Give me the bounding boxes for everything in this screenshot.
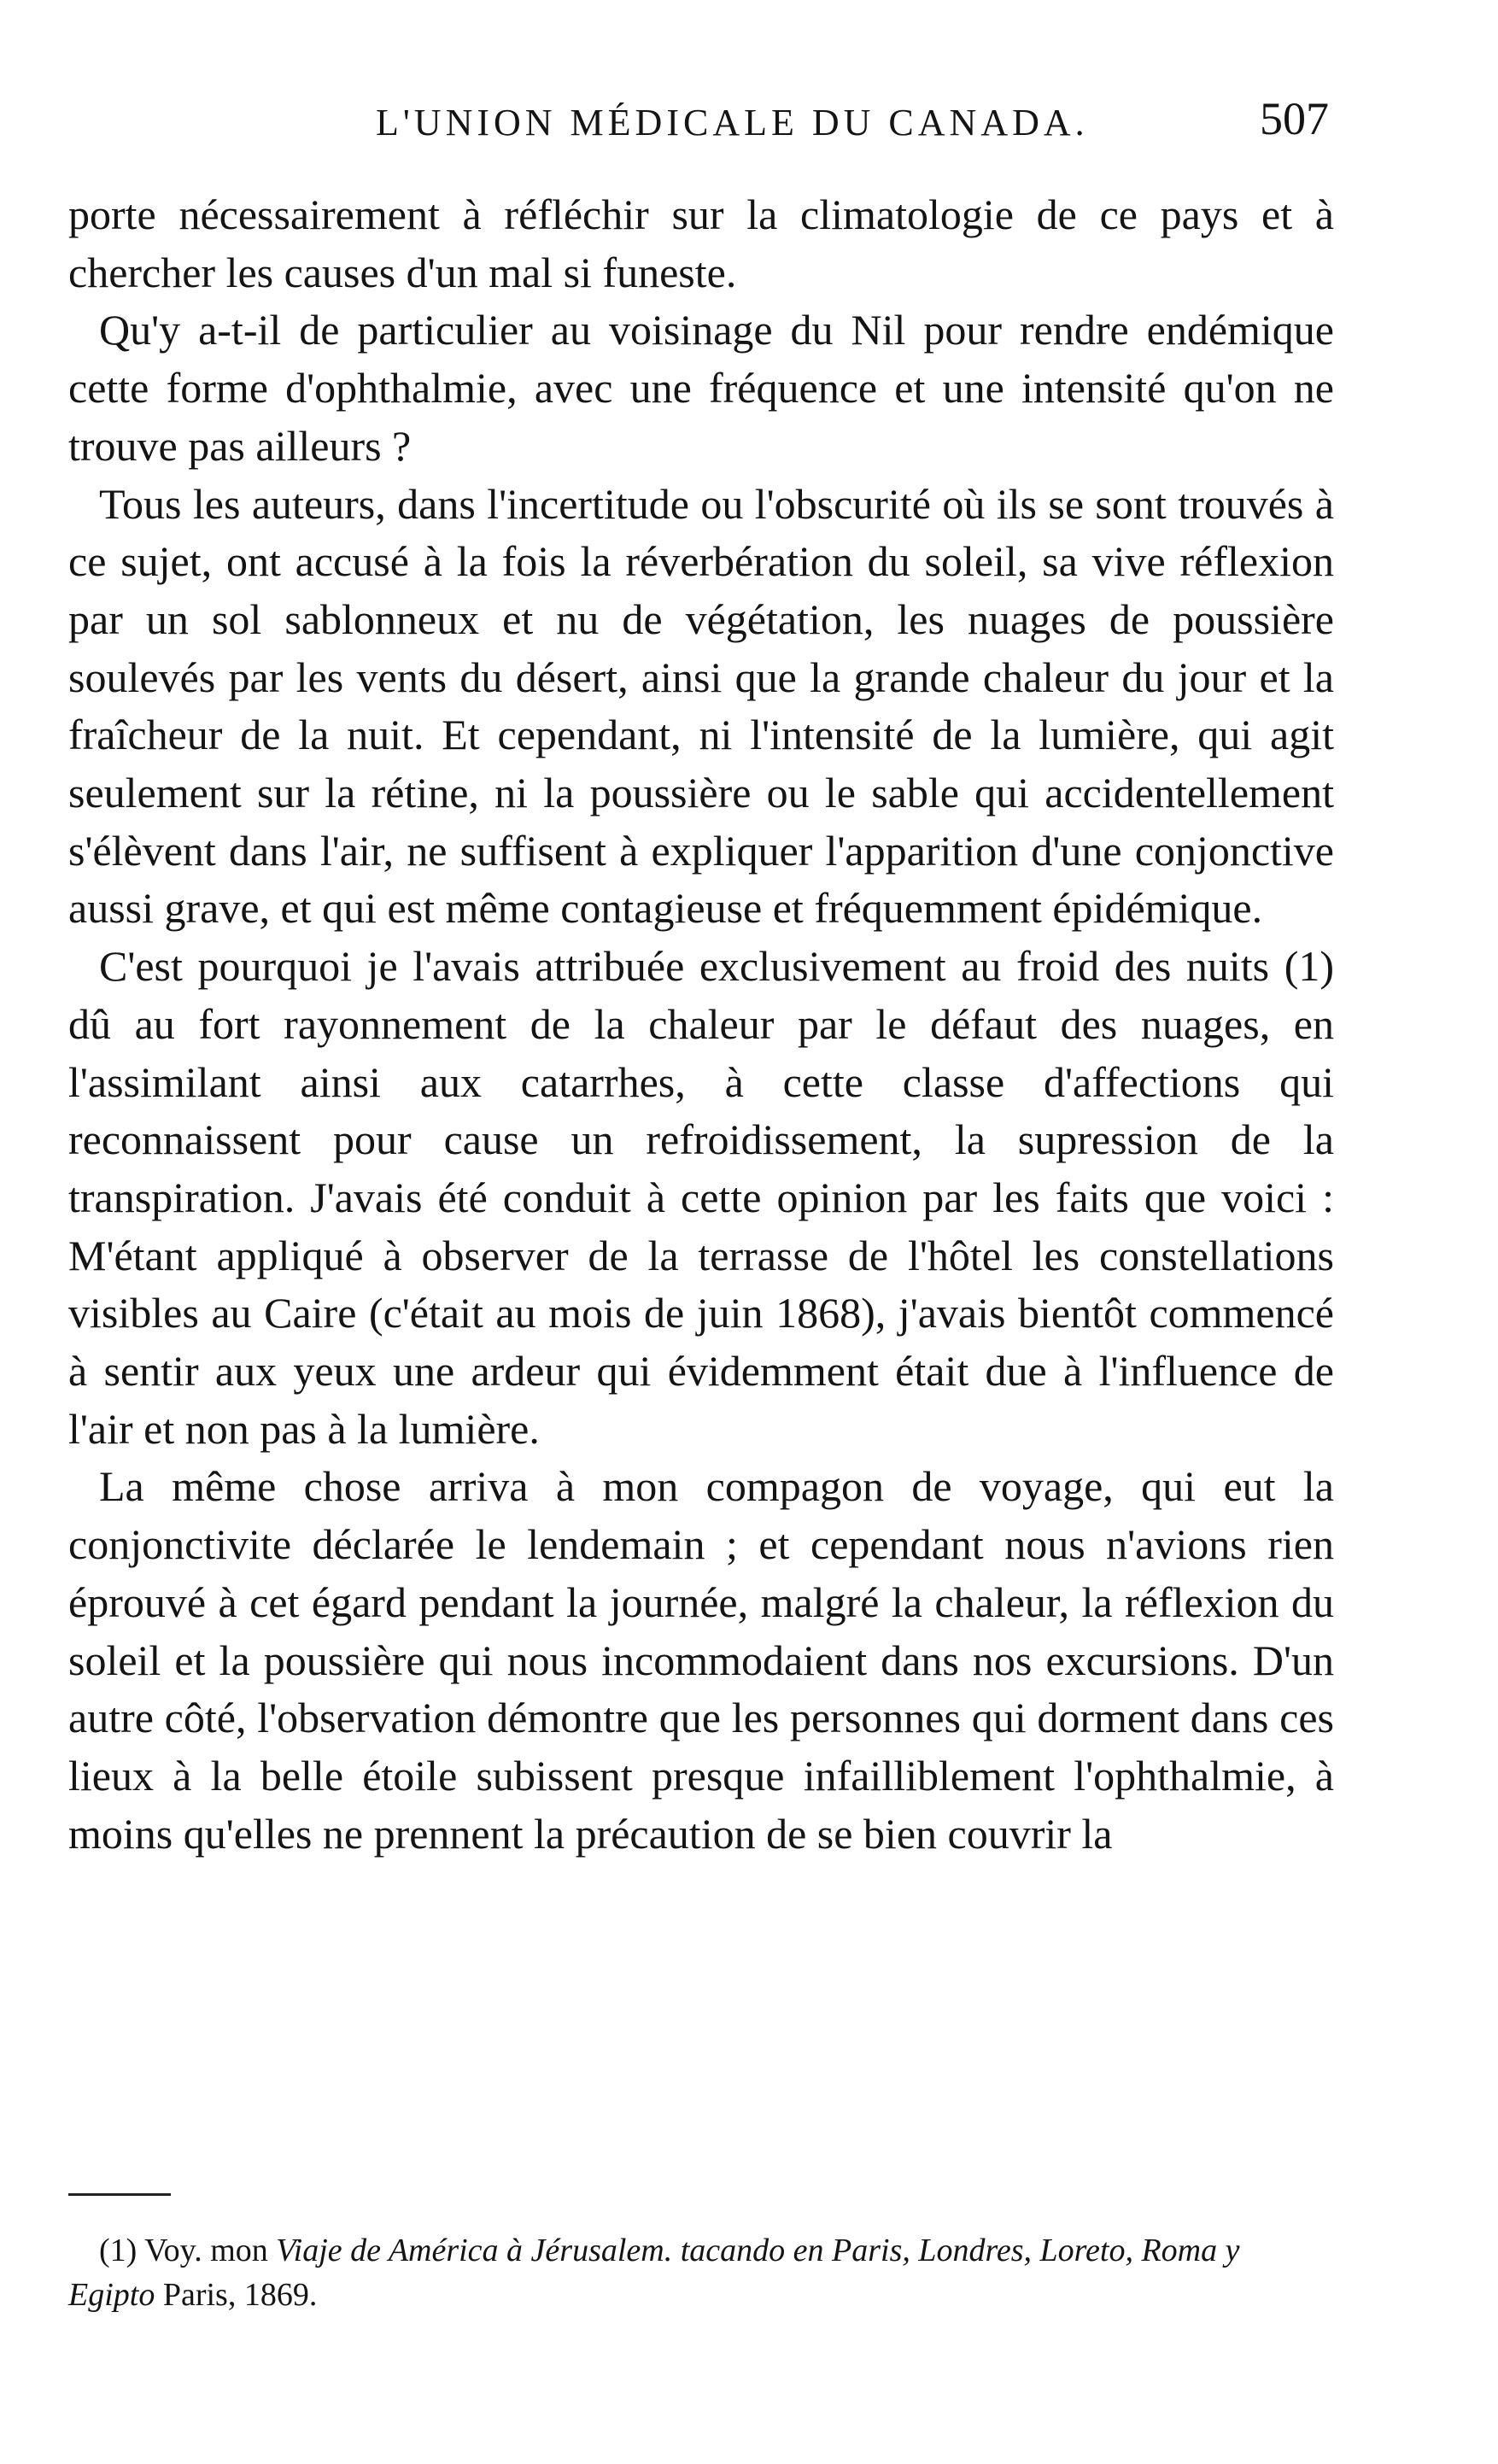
footnote-title: Viaje de América à Jérusalem. tacando en Paris, Londres, Loreto, Roma y Egipto bbox=[68, 2233, 1240, 2313]
body-text bbox=[68, 186, 1334, 1863]
paragraph-continuation: porte nécessairement à réfléchir sur la climatologie de ce pays et à chercher les causes d'un mal si funeste. bbox=[68, 190, 1334, 296]
paragraph-companion: La même chose arriva à mon compagon de voyage, qui eut la conjonctivite déclarée le lendemain ; et cependant nous n'avions rien éprouvé à cet égard pendant la journée, malgré la chaleur, la réflexion du soleil et la poussière qui nous incommodaient dans nos excursions. D'un autre côté, l'observation démontre que les personnes qui dorment dans ces lieux à la belle étoile subissent presque infailliblement l'ophthalmie, à moins qu'elles ne prennent la précaution de se bien couvrir la bbox=[68, 1462, 1334, 1858]
page-number: 507 bbox=[1260, 93, 1329, 144]
running-title: L'UNION MÉDICALE DU CANADA. bbox=[376, 102, 1089, 143]
footnote-prefix: (1) Voy. mon bbox=[99, 2233, 268, 2268]
paragraph-nile-question: Qu'y a-t-il de particulier au voisinage du Nil pour rendre endémique cette forme d'ophthalmie, avec une fréquence et une intensité qu'on ne trouve pas ailleurs ? bbox=[68, 306, 1334, 470]
footnote bbox=[68, 2228, 1334, 2317]
footnote-place-date: Paris, 1869. bbox=[162, 2277, 318, 2313]
paragraph-cold-nights: C'est pourquoi je l'avais attribuée exclusivement au froid des nuits (1) dû au fort rayonnement de la chaleur par le défaut des nuages, en l'assimilant ainsi aux catarrhes, à cette classe d'affections qui reconnaissent pour cause un refroidissement, la supression de la transpiration. J'avais été conduit à cette opinion par les faits que voici : M'étant appliqué à observer de la terrasse de l'hôtel les constellations visibles au Caire (c'était au mois de juin 1868), j'avais bientôt commencé à sentir aux yeux une ardeur qui évidemment était due à l'influence de l'air et non pas à la lumière. bbox=[68, 942, 1334, 1453]
paragraph-authors-causes: Tous les auteurs, dans l'incertitude ou l'obscurité où ils se sont trouvés à ce sujet, ont accusé à la fois la réverbération du soleil, sa vive réflexion par un sol sablonneux et nu de végétation, les nuages de poussière soulevés par les vents du désert, ainsi que la grande chaleur du jour et la fraîcheur de la nuit. Et cependant, ni l'intensité de la lumière, qui agit seulement sur la rétine, ni la poussière ou le sable qui accidentellement s'élèvent dans l'air, ne suffisent à expliquer l'apparition d'une conjonctive aussi grave, et qui est même contagieuse et fréquemment épidémique. bbox=[68, 479, 1334, 933]
footnote-rule bbox=[68, 2193, 171, 2196]
